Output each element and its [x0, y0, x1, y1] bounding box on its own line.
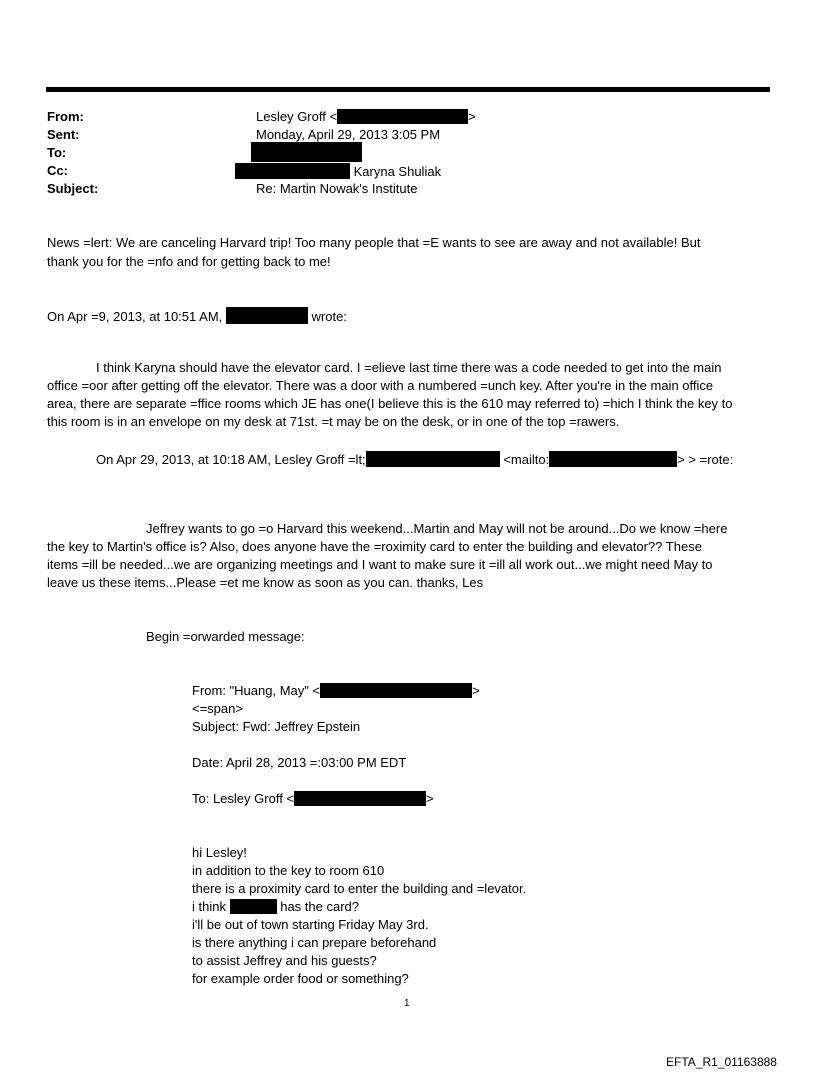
- attribution-suffix: > > =rote:: [677, 452, 734, 467]
- fwd-body-line: there is a proximity card to enter the building and =levator.: [192, 881, 527, 896]
- redaction-box: [337, 109, 468, 124]
- sent-label: Sent:: [47, 127, 80, 142]
- fwd-from-prefix: From: "Huang, May" <: [192, 683, 321, 698]
- fwd-body-line: [192, 899, 359, 915]
- cc-label: Cc:: [47, 163, 68, 178]
- redaction-box: [294, 791, 426, 806]
- from-value: [256, 109, 476, 125]
- quote1-body-line: office =oor after getting off the elevator. There was a door with a numbered =unch key. After you're in the main office: [47, 378, 714, 393]
- header-rule: [46, 87, 770, 92]
- reply-line: News =lert: We are canceling Harvard trip! Too many people that =E wants to see are away and not available! But: [47, 235, 701, 250]
- page-number: 1: [404, 998, 410, 1009]
- fwd-to-close: >: [426, 791, 434, 806]
- think-suffix: has the card?: [280, 899, 359, 914]
- fwd-date: Date: April 28, 2013 =:03:00 PM EDT: [192, 755, 407, 770]
- fwd-subject: Subject: Fwd: Jeffrey Epstein: [192, 719, 361, 734]
- quote1-attribution: [47, 307, 347, 325]
- from-label: From:: [47, 109, 84, 124]
- attribution-suffix: wrote:: [311, 309, 347, 324]
- redaction-box: [226, 307, 308, 324]
- fwd-from-close: >: [472, 683, 480, 698]
- quote2-body-line: the key to Martin's office is? Also, does anyone have the =roximity card to enter the building and elevator?? These: [47, 539, 702, 554]
- fwd-body-line: for example order food or something?: [192, 971, 409, 986]
- redaction-box: [235, 163, 350, 179]
- document-id: EFTA_R1_01163888: [666, 1055, 777, 1069]
- fwd-body-line: in addition to the key to room 610: [192, 863, 385, 878]
- from-close: >: [468, 109, 476, 124]
- attribution-prefix: On Apr =9, 2013, at 10:51 AM,: [47, 309, 223, 324]
- fwd-body-line: i'll be out of town starting Friday May 3rd.: [192, 917, 429, 932]
- from-name: Lesley Groff <: [256, 109, 338, 124]
- attribution-prefix: On Apr 29, 2013, at 10:18 AM, Lesley Groff =lt;: [96, 452, 366, 467]
- quote2-body-line: items =ill be needed...we are organizing meetings and I want to make sure it =ill all work out...we might need May to: [47, 557, 713, 572]
- redaction-box: [230, 899, 277, 914]
- redaction-box: [251, 142, 362, 162]
- think-prefix: i think: [192, 899, 226, 914]
- sent-value: Monday, April 29, 2013 3:05 PM: [256, 127, 441, 142]
- begin-forwarded: Begin =orwarded message:: [146, 629, 305, 644]
- fwd-to-prefix: To: Lesley Groff <: [192, 791, 295, 806]
- fwd-span: <=span>: [192, 701, 243, 716]
- fwd-body-line: to assist Jeffrey and his guests?: [192, 953, 377, 968]
- cc-value: [235, 163, 441, 180]
- quote2-body-line: Jeffrey wants to go =o Harvard this weekend...Martin and May will not be around...Do we know =here: [146, 521, 728, 536]
- mailto-text: <mailto:: [503, 452, 550, 467]
- to-value: [251, 142, 362, 163]
- fwd-to: [192, 791, 434, 807]
- fwd-from: [192, 683, 480, 699]
- quote1-body-line: area, there are separate =ffice rooms which JE has one(I believe this is the 610 may referred to) =hich I think the key to: [47, 396, 733, 411]
- redaction-box: [320, 683, 472, 698]
- fwd-body-line: hi Lesley!: [192, 845, 247, 860]
- quote2-attribution: [96, 451, 733, 468]
- to-label: To:: [47, 145, 67, 160]
- reply-line: thank you for the =nfo and for getting back to me!: [47, 254, 331, 269]
- fwd-body-line: is there anything i can prepare beforehand: [192, 935, 437, 950]
- subject-label: Subject:: [47, 181, 99, 196]
- cc-name: Karyna Shuliak: [353, 164, 442, 179]
- redaction-box: [366, 451, 500, 467]
- redaction-box: [549, 451, 677, 467]
- quote1-body-line: this room is in an envelope on my desk at 71st. =t may be on the desk, or in one of the top =rawers.: [47, 414, 620, 429]
- quote2-body-line: leave us these items...Please =et me know as soon as you can. thanks, Les: [47, 575, 484, 590]
- subject-value: Re: Martin Nowak's Institute: [256, 181, 418, 196]
- quote1-body-line: I think Karyna should have the elevator card. I =elieve last time there was a code needed to get into the main: [96, 360, 722, 375]
